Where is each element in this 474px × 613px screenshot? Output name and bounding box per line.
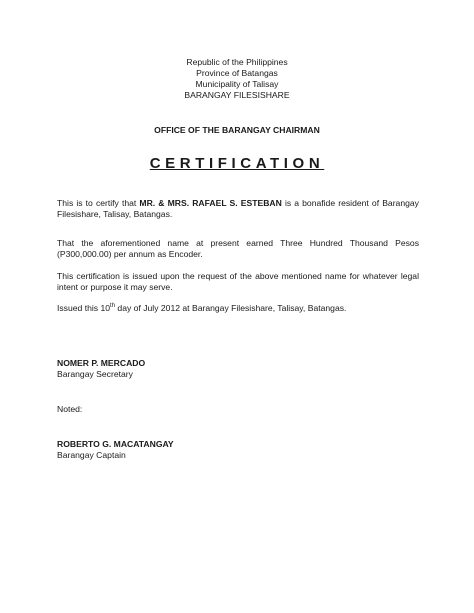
purpose-paragraph: This certification is issued upon the request of the above mentioned name for whatever legal intent or purpose it may serve. (57, 271, 419, 292)
issued-text-end: day of July 2012 at Barangay Filesishare, Talisay, Batangas. (115, 303, 347, 313)
certify-text-start: This is to certify that (57, 198, 140, 208)
certify-paragraph (57, 198, 419, 220)
letterhead (0, 57, 474, 101)
letterhead-province: Province of Batangas (196, 68, 278, 78)
resident-name: MR. & MRS. RAFAEL S. ESTEBAN (139, 198, 282, 208)
secretary-title: Barangay Secretary (57, 369, 133, 379)
document-title: CERTIFICATION (149, 155, 325, 172)
letterhead-country: Republic of the Philippines (186, 57, 288, 67)
ordinal-suffix: th (110, 303, 116, 310)
issued-paragraph (57, 303, 419, 314)
captain-title: Barangay Captain (57, 450, 126, 460)
income-paragraph: That the aforementioned name at present earned Three Hundred Thousand Pesos (P300,000.00) per annum as Encoder. (57, 238, 419, 259)
noted-label: Noted: (57, 404, 83, 414)
certify-text-end: is a bonafide resident of Barangay Filesishare, Talisay, Batangas. (57, 198, 419, 219)
office-heading: OFFICE OF THE BARANGAY CHAIRMAN (154, 125, 320, 135)
captain-name: ROBERTO G. MACATANGAY (57, 439, 174, 449)
letterhead-municipality: Municipality of Talisay (195, 79, 279, 89)
captain-signature-block (57, 439, 174, 461)
issued-text-start: Issued this 10 (57, 303, 111, 313)
secretary-signature-block (57, 358, 145, 380)
letterhead-barangay: BARANGAY FILESISHARE (184, 90, 290, 100)
secretary-name: NOMER P. MERCADO (57, 358, 146, 368)
